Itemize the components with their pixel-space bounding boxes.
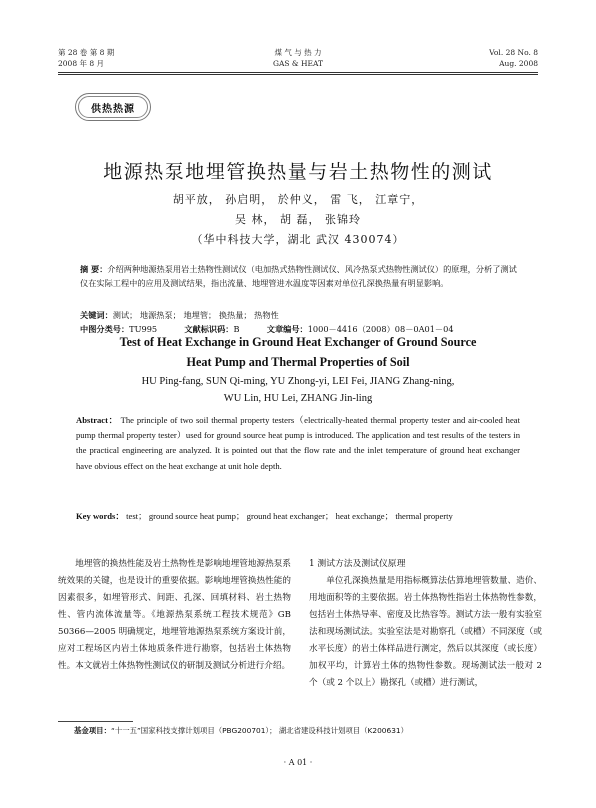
clc-value: TU995 xyxy=(129,324,158,334)
article-id-value: 1000－4416（2008）08－0A01－04 xyxy=(307,324,454,334)
intro-paragraph: 地埋管的换热性能及岩土热物性是影响地埋管地源热泵系统效果的关键，也是设计的重要依据。影响地埋管换热性能的因素很多，如埋管形式、间距、孔深、回填材料、岩土热物性、管内流体流量等。《地源热泵系统工程技术规范》GB 50366—2005 明确规定，地埋管地源热泵系统方案设计前，应对工程场区内岩土体地质条件进行勘察，包括岩土体热物性。本文就岩土体热物性测试仪的研制及测试分析进行介绍。 xyxy=(58,559,291,671)
section-1-paragraph: 单位孔深换热量是用指标概算法估算地埋管数量、造价、用地面积等的主要依据。岩土体热物性指岩土体热物性参数，包括岩土体热导率、密度及比热容等。测试方法一般有实验室法和现场测试法。实验室法是对勘察孔（或槽）不同深度（或水平长度）的岩土体样品进行测定，然后以其深度（或长度）加权平均，计算岩土体的热物性参数。现场测试法一般对 2 个（或 2 个以上）勘探孔（或槽）进行测试， xyxy=(309,576,542,688)
keywords-cn-label: 关键词： xyxy=(80,310,113,320)
authors-cn-line1: 胡平放， 孙启明， 於仲义， 雷 飞， 江章宁， xyxy=(172,193,424,206)
abstract-en-text: The principle of two soil thermal property testers（electrically-heated thermal property tester and air-cooled heat pump thermal property tester）used for ground source heat pump is introduced. The application and test results of the testers in the practical engineering are analyzed. It is pointed out that the flow rate and the inlet temperature of ground heat exchanger have obvious effect on the heat exchange at unit hole depth. xyxy=(76,415,520,471)
volume-en: Vol. 28 No. 8 xyxy=(489,48,538,57)
paper-title-en-line1: Test of Heat Exchange in Ground Heat Exchanger of Ground Source xyxy=(119,335,477,349)
keywords-cn-text: 测试； 地源热泵； 地埋管； 换热量； 热物性 xyxy=(112,310,279,320)
journal-name-cn: 煤 气 与 热 力 xyxy=(274,48,322,57)
volume-cn: 第 28 卷 第 8 期 xyxy=(58,48,115,57)
authors-cn-line2: 吴 林， 胡 磊， 张锦玲 xyxy=(235,213,361,226)
authors-en-line2: WU Lin, HU Lei, ZHANG Jin-ling xyxy=(223,393,373,404)
column-tag xyxy=(75,93,151,121)
column-tag-label: 供热热源 xyxy=(78,96,148,118)
funding-footnote xyxy=(74,725,408,736)
classification-line xyxy=(80,322,520,336)
date-cn: 2008 年 8 月 xyxy=(58,59,105,68)
running-header-right xyxy=(489,47,538,69)
keywords-en xyxy=(76,509,520,524)
doc-code-label: 文献标识码： xyxy=(184,324,234,334)
keywords-en-text: test； ground source heat pump； ground heat exchanger； heat exchange； thermal property xyxy=(126,511,453,521)
journal-name-en: GAS & HEAT xyxy=(272,59,323,68)
header-rule xyxy=(58,72,538,73)
page-number: · A 01 · xyxy=(283,758,313,767)
authors-en-line1: HU Ping-fang, SUN Qi-ming, YU Zhong-yi, LEI Fei, JIANG Zhang-ning, xyxy=(141,376,455,387)
section-heading-1: 1 测试方法及测试仪原理 xyxy=(309,559,406,569)
clc-label: 中图分类号： xyxy=(80,324,130,334)
paper-title-en-line2: Heat Pump and Thermal Properties of Soil xyxy=(186,355,410,369)
abstract-cn-label: 摘 要： xyxy=(80,264,108,274)
affiliation-cn: （华中科技大学，湖北 武汉 430074） xyxy=(191,233,405,246)
funding-label: 基金项目： xyxy=(74,726,111,735)
paper-title-cn: 地源热泵地埋管换热量与岩土热物性的测试 xyxy=(103,161,493,183)
header-rule-thin xyxy=(58,74,538,75)
abstract-en-label: Abstract： xyxy=(76,415,118,425)
keywords-en-label: Key words： xyxy=(76,511,124,521)
keywords-cn xyxy=(80,308,520,322)
abstract-en xyxy=(76,413,520,474)
date-en: Aug. 2008 xyxy=(499,59,538,68)
funding-text: “十一五”国家科技支撑计划项目（PBG200701）； 湖北省建设科技计划项目（K200631） xyxy=(110,726,409,735)
abstract-cn xyxy=(80,262,520,290)
abstract-cn-text: 介绍两种地源热泵用岩土热物性测试仪（电加热式热物性测试仪、风冷热泵式热物性测试仪）的原理，分析了测试仪在实际工程中的应用及测试结果，指出流量、地埋管进水温度等因素对单位孔深换热量有明显影响。 xyxy=(80,264,517,288)
doc-code-value: B xyxy=(233,324,240,334)
footnote-rule xyxy=(58,721,133,722)
article-id-label: 文章编号： xyxy=(266,324,308,334)
